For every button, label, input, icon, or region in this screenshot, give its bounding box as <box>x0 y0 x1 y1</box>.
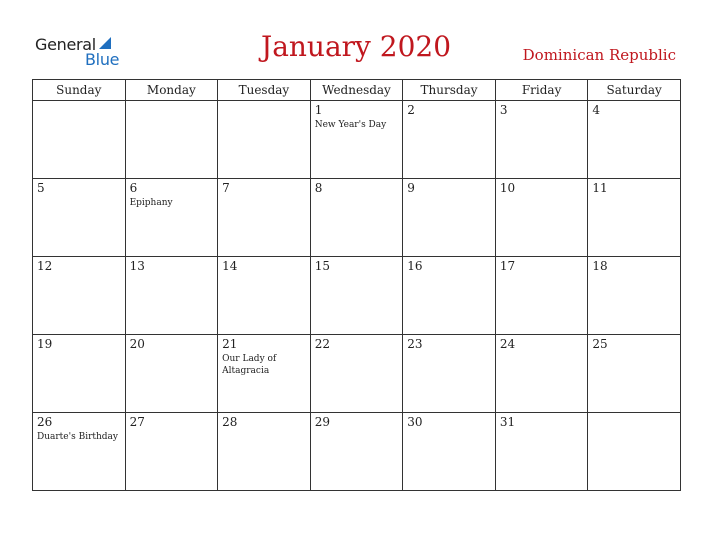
day-number: 27 <box>129 415 145 429</box>
day-number: 19 <box>37 337 53 351</box>
weekday-header: Friday <box>495 80 588 101</box>
holiday-label: New Year's Day <box>314 120 387 130</box>
day-cell <box>125 335 218 413</box>
day-cell <box>310 335 403 413</box>
week-row <box>33 335 681 413</box>
day-cell <box>403 101 496 179</box>
day-cell <box>588 101 681 179</box>
country-name: Dominican Republic <box>522 46 676 64</box>
holiday-label: Epiphany <box>129 198 173 208</box>
day-number: 13 <box>129 259 145 273</box>
weekday-header: Saturday <box>588 80 681 101</box>
day-number: 21 <box>222 337 238 351</box>
day-number: 29 <box>314 415 330 429</box>
day-number <box>588 413 680 416</box>
week-row <box>33 179 681 257</box>
holiday-label: Duarte's Birthday <box>37 432 118 442</box>
day-cell <box>495 257 588 335</box>
day-cell <box>588 257 681 335</box>
day-number: 28 <box>222 415 238 429</box>
day-number: 5 <box>37 181 45 195</box>
weekday-header-row <box>33 80 681 101</box>
day-cell <box>33 179 126 257</box>
day-number: 16 <box>407 259 423 273</box>
weekday-header: Sunday <box>33 80 126 101</box>
week-row <box>33 101 681 179</box>
day-cell <box>33 257 126 335</box>
day-cell <box>125 413 218 491</box>
day-cell <box>310 413 403 491</box>
day-number: 6 <box>129 181 138 195</box>
calendar-title: January 2020 <box>260 30 452 63</box>
day-number: 7 <box>222 181 230 195</box>
day-number: 11 <box>592 181 608 195</box>
day-cell <box>403 257 496 335</box>
day-number: 31 <box>499 415 516 429</box>
calendar-grid <box>32 79 681 491</box>
day-cell <box>125 257 218 335</box>
day-number <box>126 101 218 104</box>
day-cell <box>218 257 311 335</box>
day-cell <box>218 335 311 413</box>
day-cell <box>403 413 496 491</box>
day-cell <box>403 335 496 413</box>
day-cell <box>403 179 496 257</box>
day-cell <box>588 179 681 257</box>
day-cell <box>310 179 403 257</box>
day-number: 8 <box>314 181 323 195</box>
day-cell <box>33 335 126 413</box>
day-cell <box>310 101 403 179</box>
day-number <box>218 101 310 104</box>
day-number: 25 <box>592 337 608 351</box>
day-cell <box>588 335 681 413</box>
day-cell <box>125 179 218 257</box>
day-cell <box>588 413 681 491</box>
day-cell <box>310 257 403 335</box>
day-number: 22 <box>314 337 330 351</box>
day-number: 9 <box>407 181 415 195</box>
day-cell <box>495 335 588 413</box>
week-row <box>33 257 681 335</box>
holiday-label: Our Lady of Altagracia <box>222 354 277 376</box>
day-number: 20 <box>129 337 145 351</box>
day-cell <box>495 101 588 179</box>
day-number: 3 <box>499 103 508 117</box>
day-cell <box>495 413 588 491</box>
day-number <box>33 101 125 104</box>
weekday-header: Tuesday <box>218 80 311 101</box>
day-number: 4 <box>592 103 601 117</box>
day-number: 30 <box>407 415 423 429</box>
day-number: 2 <box>407 103 415 117</box>
logo-text-general: General <box>35 35 96 54</box>
day-cell <box>125 101 218 179</box>
day-number: 18 <box>592 259 608 273</box>
day-cell <box>218 179 311 257</box>
day-number: 14 <box>222 259 238 273</box>
weekday-header: Monday <box>125 80 218 101</box>
day-cell <box>218 101 311 179</box>
day-number: 12 <box>37 259 53 273</box>
weekday-header: Wednesday <box>310 80 403 101</box>
day-number: 15 <box>314 259 330 273</box>
day-cell <box>218 413 311 491</box>
logo-text-blue: Blue <box>85 50 120 69</box>
day-number: 24 <box>499 337 516 351</box>
day-number: 23 <box>407 337 423 351</box>
week-row <box>33 413 681 491</box>
day-cell <box>33 101 126 179</box>
day-cell <box>495 179 588 257</box>
day-number: 10 <box>499 181 516 195</box>
day-number: 17 <box>499 259 516 273</box>
day-number: 1 <box>314 103 323 117</box>
day-number: 26 <box>37 415 53 429</box>
day-cell <box>33 413 126 491</box>
weekday-header: Thursday <box>403 80 496 101</box>
